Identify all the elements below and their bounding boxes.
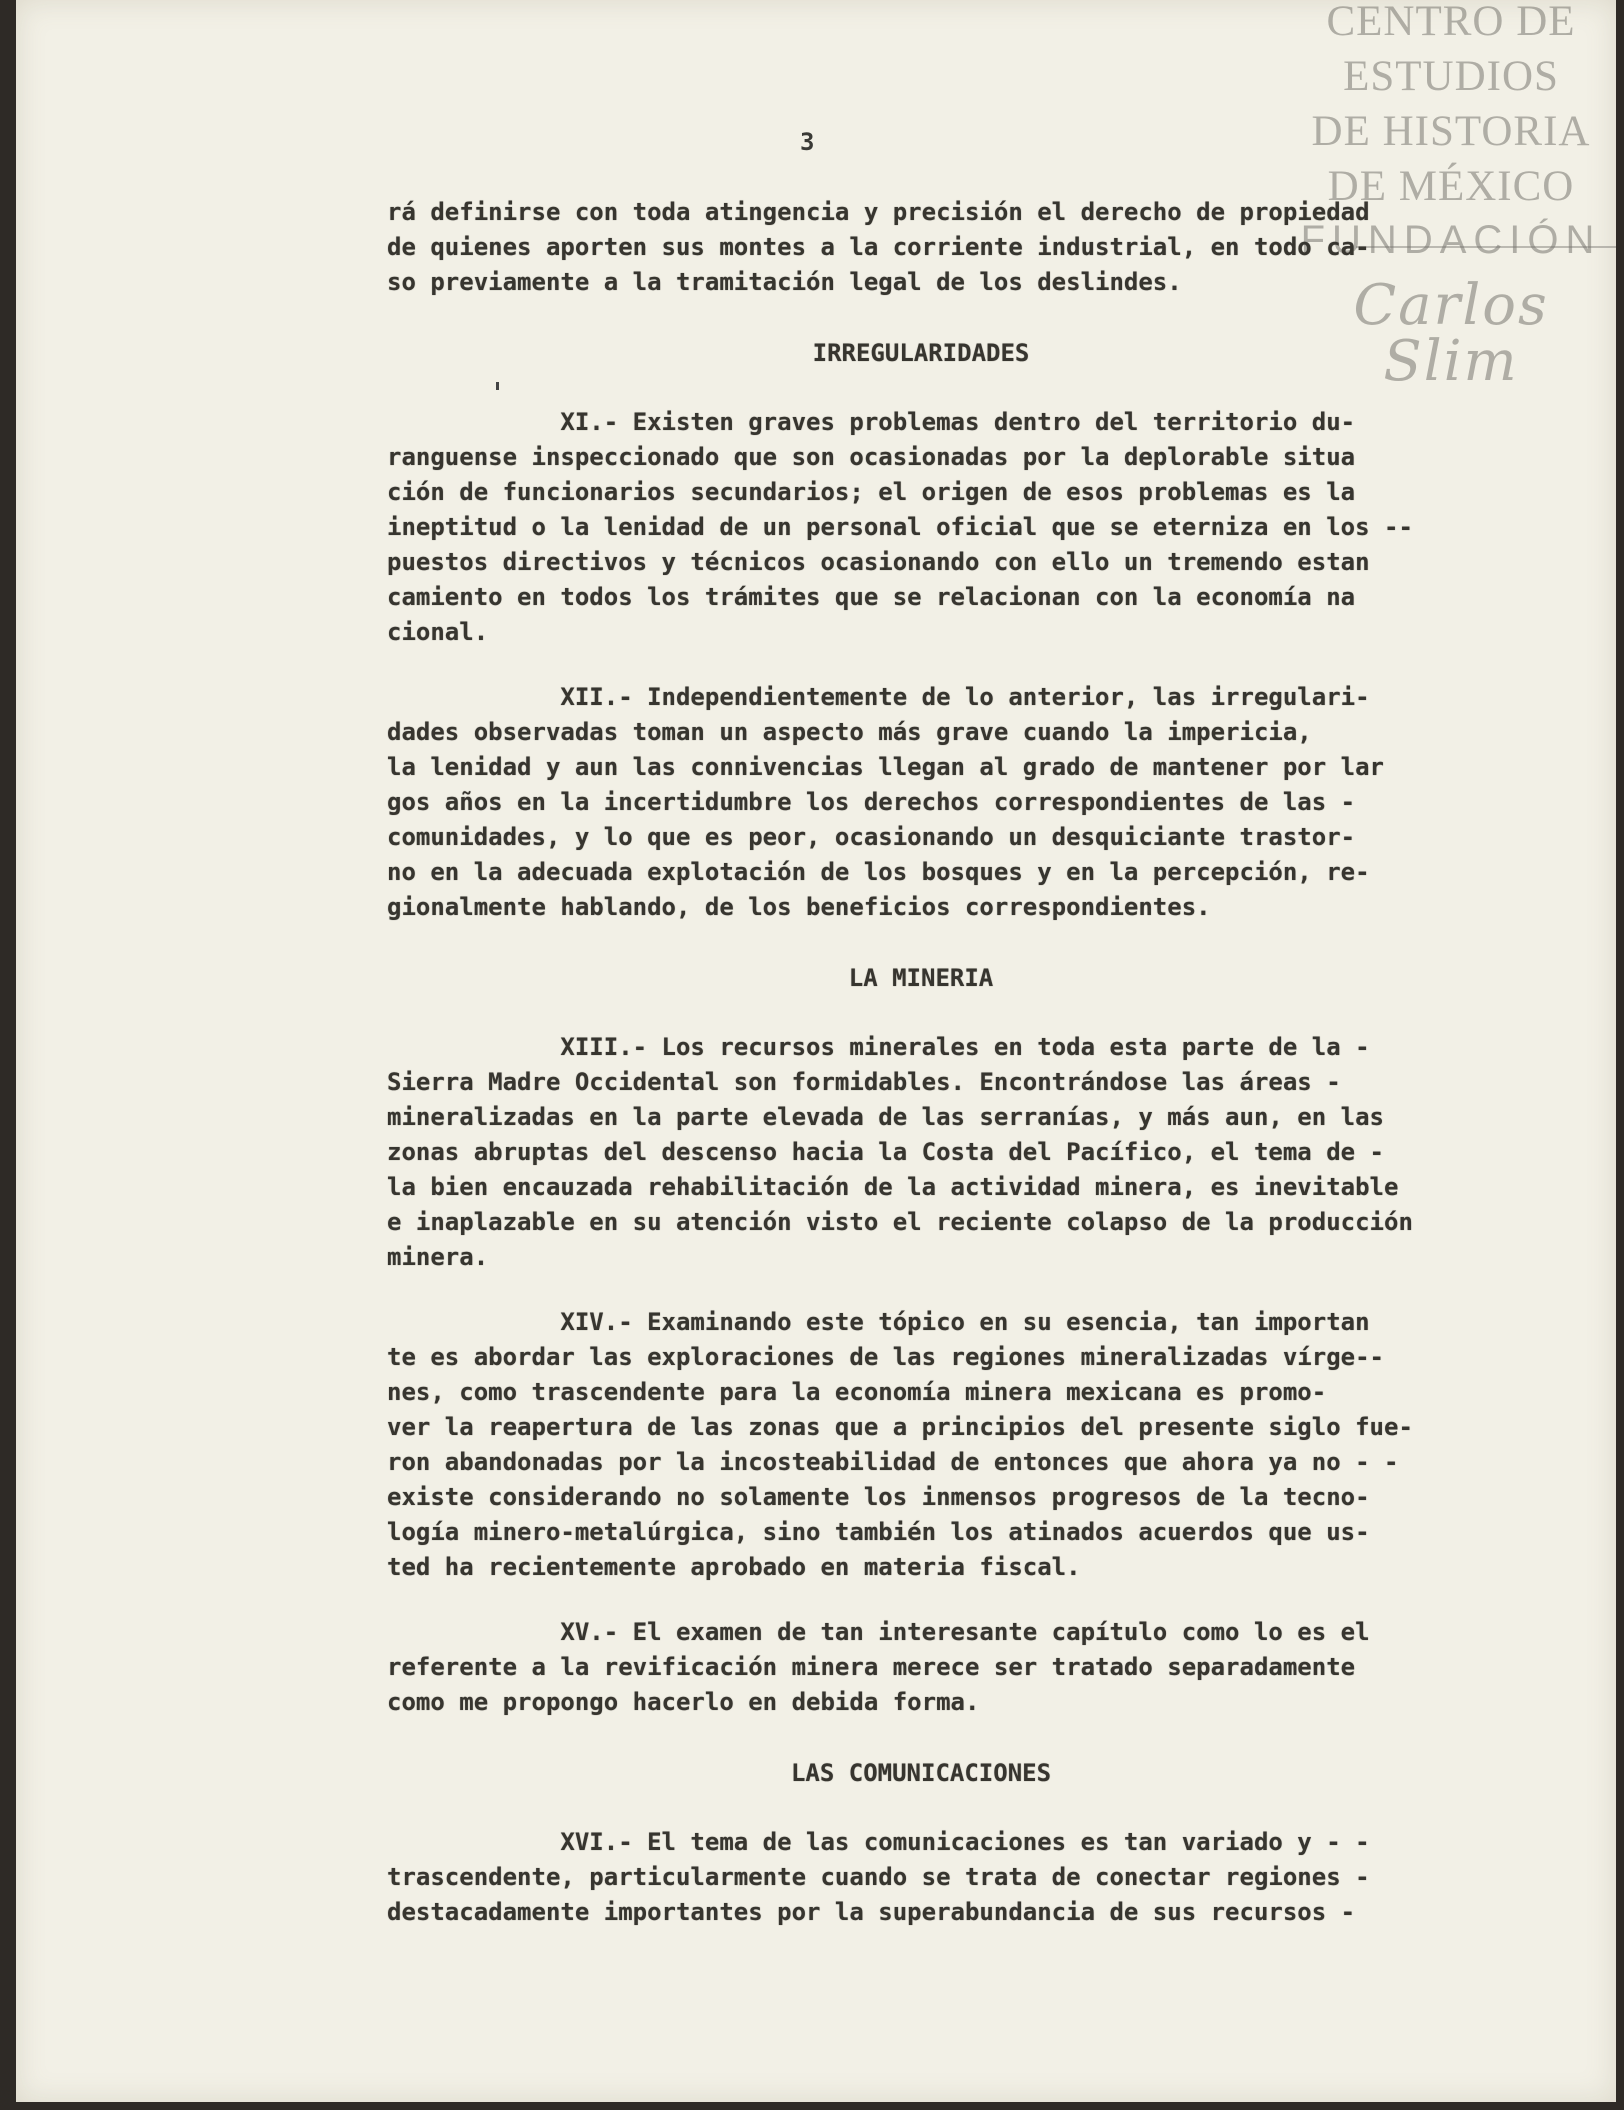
text-line: ción de funcionarios secundarios; el origen de esos problemas es la — [387, 478, 1356, 506]
text-line: zonas abruptas del descenso hacia la Costa del Pacífico, el tema de - — [387, 1138, 1384, 1166]
paragraph — [387, 680, 1515, 925]
page-number: 3 — [800, 128, 815, 156]
text-line: gos años en la incertidumbre los derechos correspondientes de las - — [387, 788, 1356, 816]
text-line: comunidades, y lo que es peor, ocasionando un desquiciante trastor- — [387, 823, 1356, 851]
paragraph — [387, 1825, 1515, 1930]
text-line: referente a la revificación minera merece ser tratado separadamente — [387, 1653, 1356, 1681]
text-line: te es abordar las exploraciones de las regiones mineralizadas vírge-- — [387, 1343, 1384, 1371]
watermark-line: DE HISTORIA — [1311, 108, 1591, 155]
text-line: XIV.- Examinando este tópico en su esencia, tan importan — [387, 1308, 1370, 1336]
text-line: Sierra Madre Occidental son formidables. Encontrándose las áreas - — [387, 1068, 1341, 1096]
text-line: minera. — [387, 1243, 489, 1271]
text-line: dades observadas toman un aspecto más grave cuando la impericia, — [387, 718, 1312, 746]
text-line: puestos directivos y técnicos ocasionando con ello un tremendo estan — [387, 548, 1370, 576]
text-line: nes, como trascendente para la economía minera mexicana es promo- — [387, 1378, 1327, 1406]
section-heading: LA MINERIA — [848, 964, 994, 992]
paragraph — [387, 405, 1515, 650]
text-line: no en la adecuada explotación de los bosques y en la percepción, re- — [387, 858, 1370, 886]
text-line: ver la reapertura de las zonas que a principios del presente siglo fue- — [387, 1413, 1413, 1441]
text-line: XV.- El examen de tan interesante capítulo como lo es el — [387, 1618, 1370, 1646]
section-heading: LAS COMUNICACIONES — [790, 1759, 1052, 1787]
watermark-line: CENTRO DE — [1326, 0, 1576, 45]
text-line: rá definirse con toda atingencia y precisión el derecho de propiedad — [387, 198, 1370, 226]
text-line: XII.- Independientemente de lo anterior, las irregulari- — [387, 683, 1370, 711]
watermark-foundation: FUNDACIÓN — [1300, 218, 1602, 262]
paragraph — [387, 195, 1515, 300]
watermark-signature: Carlos Slim — [1353, 273, 1549, 394]
paragraph — [387, 1615, 1515, 1720]
text-line: camiento en todos los trámites que se relacionan con la economía na — [387, 583, 1356, 611]
text-line: logía minero-metalúrgica, sino también los atinados acuerdos que us- — [387, 1518, 1370, 1546]
text-line: so previamente a la tramitación legal de los deslindes. — [387, 268, 1182, 296]
text-line: destacadamente importantes por la superabundancia de sus recursos - — [387, 1898, 1356, 1926]
text-line: ranguense inspeccionado que son ocasionadas por la deplorable situa — [387, 443, 1356, 471]
text-line: ron abandonadas por la incosteabilidad de entonces que ahora ya no - - — [387, 1448, 1399, 1476]
text-line: cional. — [387, 618, 489, 646]
text-line: XI.- Existen graves problemas dentro del territorio du- — [387, 408, 1356, 436]
text-line: ineptitud o la lenidad de un personal oficial que se eterniza en los -- — [387, 513, 1413, 541]
text-line: como me propongo hacerlo en debida forma. — [387, 1688, 980, 1716]
text-line: la bien encauzada rehabilitación de la actividad minera, es inevitable — [387, 1173, 1399, 1201]
text-line: ted ha recientemente aprobado en materia fiscal. — [387, 1553, 1081, 1581]
text-line: mineralizadas en la parte elevada de las serranías, y más aun, en las — [387, 1103, 1384, 1131]
text-line: XIII.- Los recursos minerales en toda esta parte de la - — [387, 1033, 1370, 1061]
paragraph — [387, 1030, 1515, 1275]
paragraph — [387, 1305, 1515, 1585]
watermark-line: DE MÉXICO — [1327, 163, 1575, 210]
text-line: existe considerando no solamente los inmensos progresos de la tecno- — [387, 1483, 1370, 1511]
watermark-line: ESTUDIOS — [1343, 53, 1559, 100]
text-line: trascendente, particularmente cuando se trata de conectar regiones - — [387, 1863, 1370, 1891]
text-line: de quienes aporten sus montes a la corriente industrial, en todo ca- — [387, 233, 1370, 261]
text-line: gionalmente hablando, de los beneficios correspondientes. — [387, 893, 1211, 921]
text-line: XVI.- El tema de las comunicaciones es tan variado y - - — [387, 1828, 1370, 1856]
text-line: e inaplazable en su atención visto el reciente colapso de la producción — [387, 1208, 1413, 1236]
text-line: la lenidad y aun las connivencias llegan al grado de mantener por lar — [387, 753, 1384, 781]
document-body — [387, 195, 1515, 1960]
section-heading: IRREGULARIDADES — [812, 339, 1030, 367]
